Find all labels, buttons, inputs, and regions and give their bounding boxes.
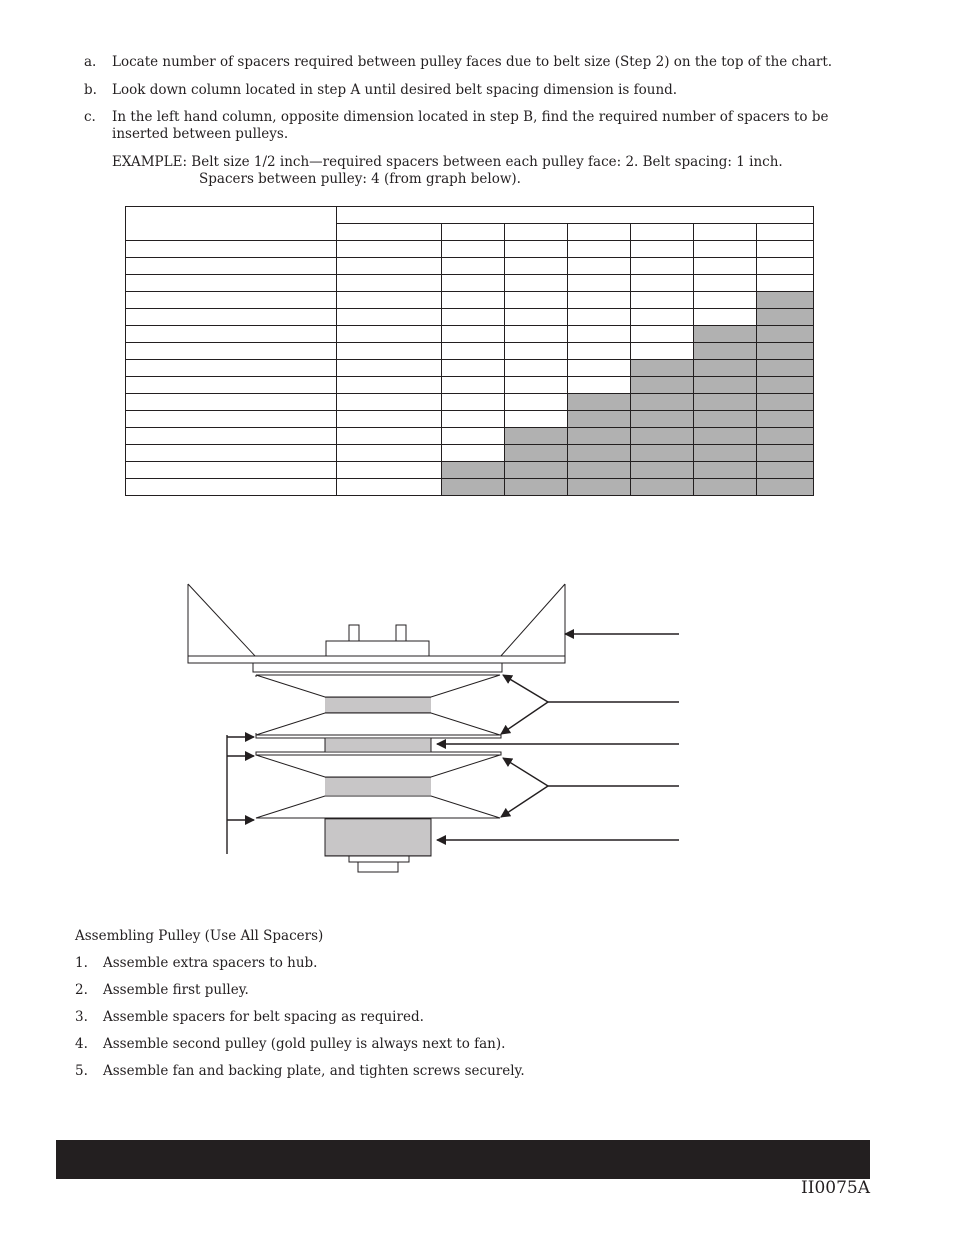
fan-shape	[188, 584, 565, 663]
assembly-step-number: 2.	[75, 982, 88, 998]
step-c-text: In the left hand column, opposite dimension located in step B, find the required number of spacers to be inserted between pulleys.	[112, 109, 829, 142]
assembly-step-number: 4.	[75, 1036, 88, 1052]
example-line-2: Spacers between pulley: 4 (from graph below).	[199, 171, 521, 187]
step-b-text: Look down column located in step A until desired belt spacing dimension is found.	[112, 82, 678, 98]
backing-plate-shape	[253, 663, 502, 672]
step-c-label: c.	[84, 109, 96, 125]
assembly-step-number: 1.	[75, 955, 88, 971]
assembly-title: Assembling Pulley (Use All Spacers)	[75, 928, 324, 944]
pulley-shape	[256, 675, 500, 735]
step-a-text: Locate number of spacers required between pulley faces due to belt size (Step 2) on the top of the chart.	[112, 54, 833, 70]
footer-bar	[56, 1140, 870, 1179]
assembly-step-text: Assemble spacers for belt spacing as required.	[103, 1009, 424, 1025]
step-b-label: b.	[84, 82, 97, 98]
assembly-step-number: 3.	[75, 1009, 88, 1025]
step-a-label: a.	[84, 54, 97, 70]
document-code: II0075A	[801, 1178, 870, 1198]
assembly-step-text: Assemble extra spacers to hub.	[103, 955, 318, 971]
assembly-step-number: 5.	[75, 1063, 88, 1079]
assembly-step-text: Assemble fan and backing plate, and tighten screws securely.	[103, 1063, 525, 1079]
example-line-1: EXAMPLE: Belt size 1/2 inch—required spacers between each pulley face: 2. Belt spacing: 1 inch.	[112, 154, 783, 170]
spacer-stack-shape	[256, 735, 501, 755]
assembly-step-text: Assemble first pulley.	[103, 982, 249, 998]
pulley-shape	[256, 755, 500, 818]
hub-shape	[325, 819, 431, 856]
assembly-step-text: Assemble second pulley (gold pulley is always next to fan).	[103, 1036, 506, 1052]
